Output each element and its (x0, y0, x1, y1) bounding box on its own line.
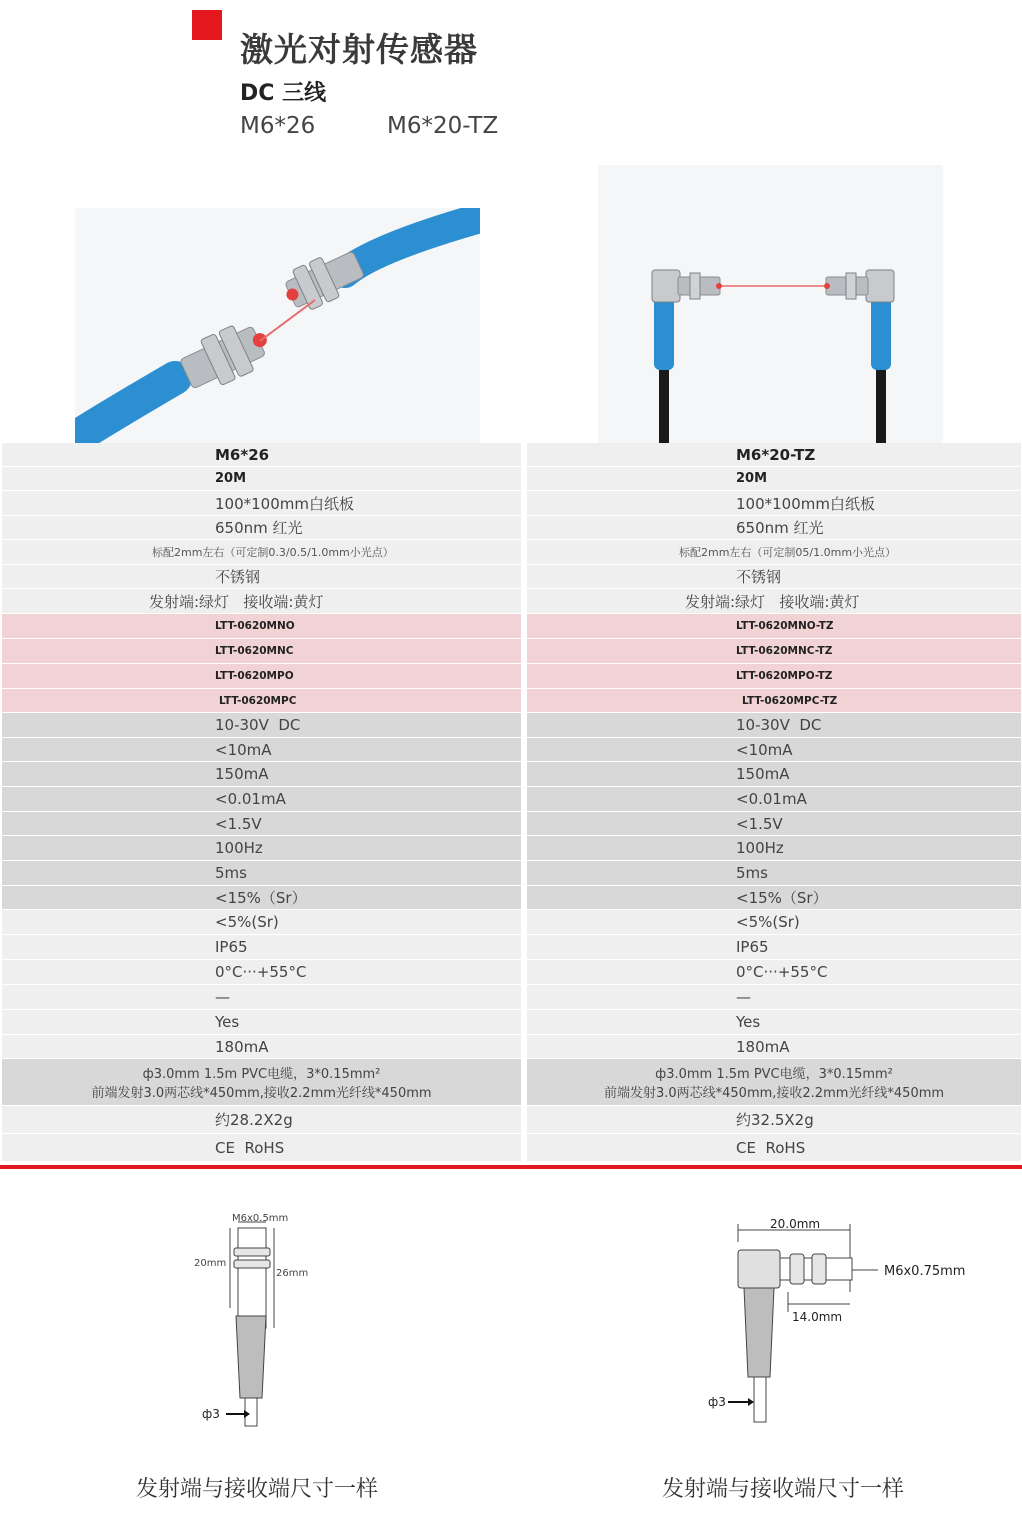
dim-thread-label: M6x0.5mm (232, 1213, 289, 1224)
table-row: 5ms (2, 861, 521, 886)
table-row: LTT-0620MNO (2, 614, 521, 639)
table-row: 100*100mm白纸板 (527, 491, 1021, 516)
spec-table-left (2, 443, 521, 1162)
table-row: <1.5V (527, 812, 1021, 836)
dim-length-b-label: 26mm (276, 1268, 309, 1279)
table-row: M6*20-TZ (527, 443, 1021, 467)
table-row: — (527, 985, 1021, 1010)
table-row: 100*100mm白纸板 (2, 491, 521, 516)
table-row: <15%（Sr） (527, 886, 1021, 910)
table-row: LTT-0620MNC (2, 639, 521, 664)
table-row: 不锈钢 (527, 565, 1021, 589)
table-row: ф3.0mm 1.5m PVC电缆，3*0.15mm² 前端发射3.0两芯线*450mm,接收2.2mm光纤线*450mm (2, 1059, 521, 1106)
table-row: <5%(Sr) (2, 910, 521, 935)
page-subtitle: DC 三线 (240, 81, 327, 106)
table-row: LTT-0620MPO (2, 664, 521, 689)
table-row: — (2, 985, 521, 1010)
table-row: 20M (527, 467, 1021, 491)
table-row: 标配2mm左右（可定制05/1.0mm小光点） (527, 540, 1021, 565)
table-row: 标配2mm左右（可定制0.3/0.5/1.0mm小光点） (2, 540, 521, 565)
table-row: 150mA (527, 762, 1021, 787)
table-row: CE RoHS (2, 1134, 521, 1162)
table-row: 0°C···+55°C (527, 960, 1021, 985)
table-row: 100Hz (527, 836, 1021, 861)
product-photo-m6-20-tz (598, 165, 943, 443)
table-row: 约28.2X2g (2, 1106, 521, 1134)
table-row: 650nm 红光 (2, 516, 521, 540)
table-row: LTT-0620MPC (2, 689, 521, 713)
product-photo-m6-26 (75, 208, 480, 443)
table-row: LTT-0620MPC-TZ (527, 689, 1021, 713)
table-row: Yes (2, 1010, 521, 1035)
dim-width-label: 20.0mm (770, 1217, 821, 1231)
caption-left: 发射端与接收端尺寸一样 (136, 1477, 379, 1502)
table-row: Yes (527, 1010, 1021, 1035)
section-divider (0, 1165, 1022, 1169)
spec-table-right (527, 443, 1021, 1162)
table-row: 发射端:绿灯 接收端:黄灯 (2, 589, 521, 614)
table-row: CE RoHS (527, 1134, 1021, 1162)
model-label-b: M6*20-TZ (387, 113, 499, 139)
table-row: <0.01mA (2, 787, 521, 812)
table-row: 100Hz (2, 836, 521, 861)
table-row: <1.5V (2, 812, 521, 836)
dimension-drawing-left (190, 1208, 330, 1438)
table-row: IP65 (527, 935, 1021, 960)
table-row: 发射端:绿灯 接收端:黄灯 (527, 589, 1021, 614)
table-row: LTT-0620MNC-TZ (527, 639, 1021, 664)
table-row: ф3.0mm 1.5m PVC电缆，3*0.15mm² 前端发射3.0两芯线*450mm,接收2.2mm光纤线*450mm (527, 1059, 1021, 1106)
brand-red-square (192, 10, 222, 40)
table-row: IP65 (2, 935, 521, 960)
dim-diameter-label: ф3 (202, 1407, 220, 1421)
table-row: <0.01mA (527, 787, 1021, 812)
caption-right: 发射端与接收端尺寸一样 (662, 1477, 905, 1502)
table-row: 0°C···+55°C (2, 960, 521, 985)
table-row: <10mA (527, 738, 1021, 762)
table-row: <10mA (2, 738, 521, 762)
dim-thread-label: M6x0.75mm (884, 1264, 966, 1279)
table-row: 10-30V DC (527, 713, 1021, 738)
dim-length-a-label: 20mm (194, 1258, 227, 1269)
table-row: M6*26 (2, 443, 521, 467)
dim-length-label: 14.0mm (792, 1310, 843, 1324)
table-row: 650nm 红光 (527, 516, 1021, 540)
table-row: 约32.5X2g (527, 1106, 1021, 1134)
table-row: 150mA (2, 762, 521, 787)
table-row: LTT-0620MNO-TZ (527, 614, 1021, 639)
table-row: 20M (2, 467, 521, 491)
table-row: LTT-0620MPO-TZ (527, 664, 1021, 689)
model-label-a: M6*26 (240, 113, 316, 139)
table-row: <5%(Sr) (527, 910, 1021, 935)
table-row: 10-30V DC (2, 713, 521, 738)
dim-diameter-label: ф3 (708, 1395, 726, 1409)
page-title: 激光对射传感器 (240, 30, 478, 69)
table-row: 5ms (527, 861, 1021, 886)
table-row: <15%（Sr） (2, 886, 521, 910)
table-row: 180mA (527, 1035, 1021, 1059)
table-row: 不锈钢 (2, 565, 521, 589)
table-row: 180mA (2, 1035, 521, 1059)
dimension-drawing-right (700, 1212, 980, 1432)
